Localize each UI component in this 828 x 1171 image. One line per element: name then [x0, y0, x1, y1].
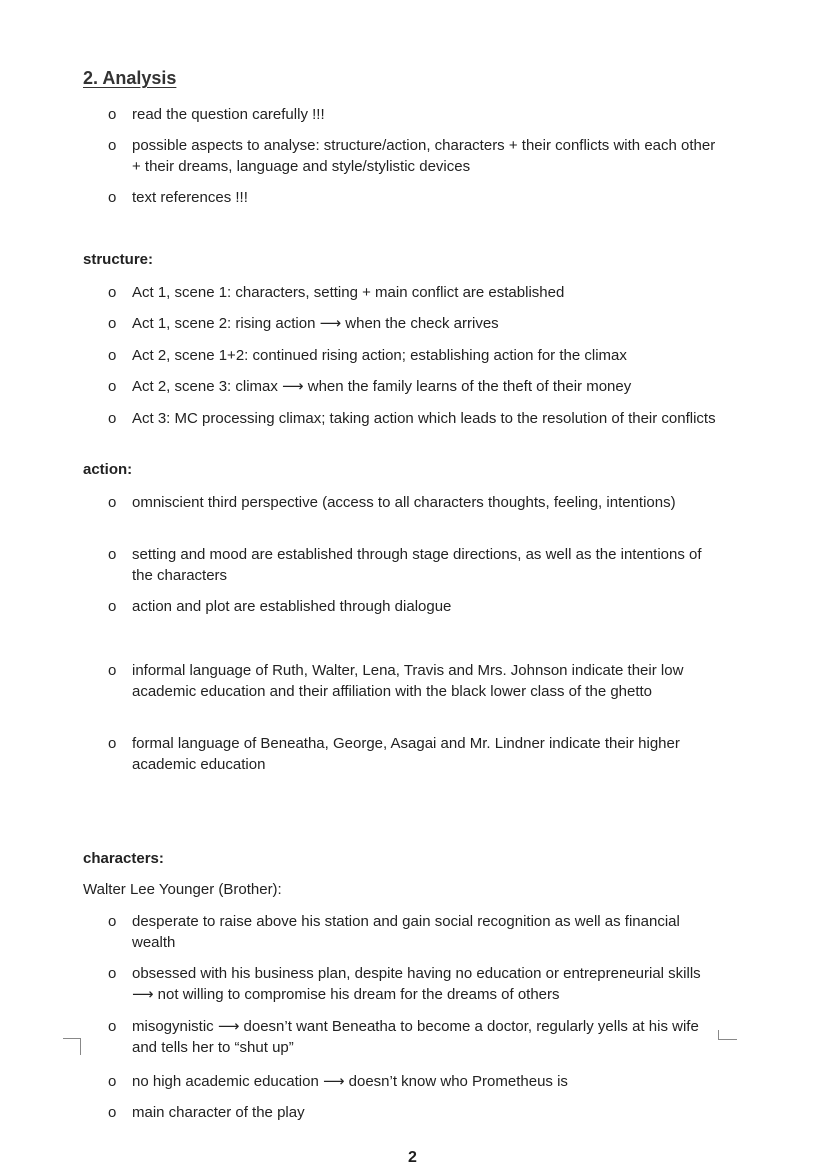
- list-item: [108, 544, 718, 586]
- crop-mark-icon: [63, 1038, 81, 1055]
- bullet-text: Act 1, scene 2: rising action ⟶ when the check arrives: [132, 315, 499, 332]
- bullet-text: text references !!!: [132, 189, 248, 206]
- character-subheading: Walter Lee Younger (Brother):: [83, 881, 282, 898]
- bullet-text: desperate to raise above his station and gain social recognition as well as financial wealth: [132, 913, 680, 951]
- bullet-text: action and plot are established through dialogue: [132, 598, 452, 615]
- bullet-text: obsessed with his business plan, despite having no education or entrepreneurial skills ⟶ not willing to compromise his dream for the dreams of others: [132, 965, 701, 1003]
- list-item: [108, 1102, 718, 1123]
- list-item: [108, 376, 718, 397]
- bullet-text: read the question carefully !!!: [132, 106, 325, 123]
- list-item: [108, 187, 718, 208]
- list-item: [108, 911, 718, 953]
- bullet-icon: o: [108, 410, 117, 427]
- bullet-text: setting and mood are established through stage directions, as well as the intentions of the characters: [132, 546, 702, 584]
- list-item: [108, 660, 718, 702]
- bullet-icon: o: [108, 284, 117, 301]
- section-title: 2. Analysis: [83, 68, 177, 88]
- bullet-icon: o: [108, 1104, 117, 1121]
- list-item: [108, 345, 718, 366]
- bullet-icon: o: [108, 598, 117, 615]
- list-item: [108, 313, 718, 334]
- bullet-text: informal language of Ruth, Walter, Lena, Travis and Mrs. Johnson indicate their low academic education and their affiliation with the black lower class of the ghetto: [132, 662, 684, 700]
- bullet-icon: o: [108, 662, 117, 679]
- bullet-icon: o: [108, 965, 117, 982]
- bullet-icon: o: [108, 1073, 117, 1090]
- bullet-text: misogynistic ⟶ doesn’t want Beneatha to become a doctor, regularly yells at his wife and tells her to “shut up”: [132, 1018, 699, 1056]
- crop-mark-icon: [718, 1030, 737, 1040]
- bullet-icon: o: [108, 189, 117, 206]
- list-item: [108, 408, 718, 429]
- bullet-icon: o: [108, 494, 117, 511]
- bullet-icon: o: [108, 378, 117, 395]
- bullet-text: main character of the play: [132, 1104, 305, 1121]
- list-item: [108, 733, 718, 775]
- bullet-text: Act 2, scene 1+2: continued rising action; establishing action for the climax: [132, 347, 627, 364]
- bullet-text: formal language of Beneatha, George, Asagai and Mr. Lindner indicate their higher academic education: [132, 735, 680, 773]
- bullet-icon: o: [108, 1018, 117, 1035]
- list-item: [108, 963, 718, 1005]
- bullet-icon: o: [108, 735, 117, 752]
- bullet-icon: o: [108, 106, 117, 123]
- action-heading: action:: [83, 461, 133, 478]
- list-item: [108, 492, 718, 513]
- bullet-text: Act 2, scene 3: climax ⟶ when the family learns of the theft of their money: [132, 378, 632, 395]
- list-item: [108, 104, 718, 125]
- list-item: [108, 135, 718, 177]
- bullet-icon: o: [108, 315, 117, 332]
- bullet-icon: o: [108, 137, 117, 154]
- bullet-icon: o: [108, 546, 117, 563]
- bullet-icon: o: [108, 347, 117, 364]
- list-item: [108, 596, 718, 617]
- bullet-text: Act 3: MC processing climax; taking action which leads to the resolution of their conflicts: [132, 410, 716, 427]
- bullet-icon: o: [108, 913, 117, 930]
- bullet-text: possible aspects to analyse: structure/action, characters + their conflicts with each other + their dreams, language and style/stylistic devices: [132, 137, 716, 175]
- bullet-text: no high academic education ⟶ doesn’t know who Prometheus is: [132, 1073, 568, 1090]
- list-item: [108, 282, 718, 303]
- list-item: [108, 1071, 718, 1092]
- bullet-text: omniscient third perspective (access to all characters thoughts, feeling, intentions): [132, 494, 676, 511]
- structure-heading: structure:: [83, 251, 154, 268]
- list-item: [108, 1016, 718, 1058]
- characters-heading: characters:: [83, 850, 164, 867]
- bullet-text: Act 1, scene 1: characters, setting + main conflict are established: [132, 284, 565, 301]
- page-number: 2: [408, 1149, 417, 1166]
